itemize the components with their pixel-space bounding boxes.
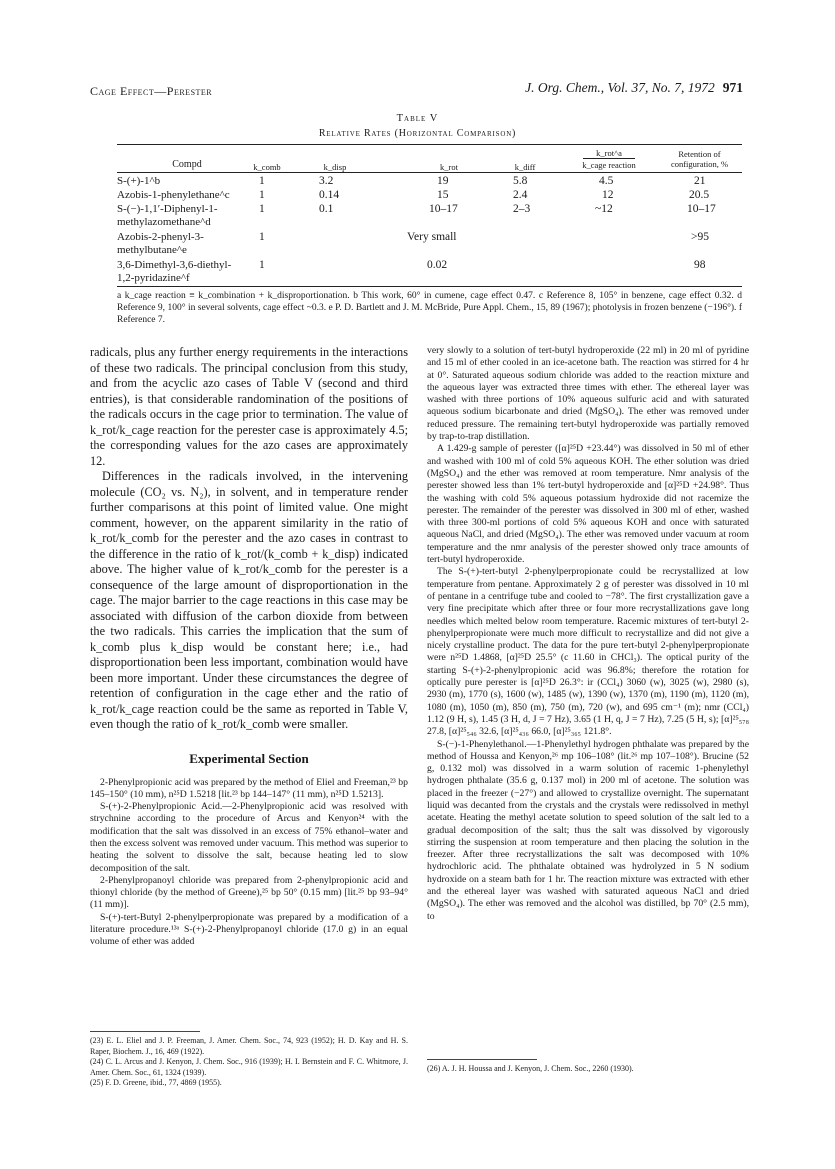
experimental-paragraph: very slowly to a solution of tert-butyl hydroperoxide (22 ml) in 20 ml of pyridine and 15 ml of ether cooled in an ice-acetone bath. The reaction was stirred for 4 hr at 0°. Saturated aqueous sodium chloride was added to the reaction mixture and the aqueous layer was extracted three times with ether. The ethereal layer was washed with three portions of 10% aqueous sulfuric acid and with saturated aqueous sodium bicarbonate and dried (MgSO₄). The ether was removed under reduced pressure. The remaining tert-butyl hydroperoxide was partially removed by trap-to-trap distillation.: [427, 345, 749, 443]
row-retention: 98: [694, 259, 706, 271]
running-title: Cage Effect—Perester: [90, 84, 213, 98]
row-kcomb: 1: [259, 175, 265, 187]
row-krot: 0.02: [427, 259, 448, 271]
table-top-rule: [117, 144, 742, 145]
col-header-kcomb: k_comb: [253, 162, 281, 172]
reference-item: (26) A. J. H. Houssa and J. Kenyon, J. Chem. Soc., 2260 (1930).: [427, 1064, 634, 1073]
references-left: [90, 1036, 408, 1089]
row-kcomb: 1: [259, 231, 265, 243]
experimental-paragraph: S-(−)-1-Phenylethanol.—1-Phenylethyl hydrogen phthalate was prepared by the method of Houssa and Kenyon,²⁶ mp 106–108° (lit.²⁶ mp 107–108°). Brucine (52 g, 0.132 mol) was dissolved in a warm solution of racemic 1-phenylethyl hydrogen phthalate (35.6 g, 0.137 mol) in 200 ml of acetone. The solution was placed in the freezer (−27°) and allowed to crystallize overnight. The supernatant liquid was decanted from the crystals and the crystals were redissolved in methyl acetate. Heating the methyl acetate solution to speed solution of the salt led to a gradual decomposition of the salt; thus the salt was dissolved by vigorously stirring the suspension at room temperature and then placing the solution in the freezer. After three recrystallizations the salt was decomposed with 10% hydrochloric acid. The phthalate obtained was hydrolyzed in 5 N sodium hydroxide on a steam bath for 1 hr. The reaction mixture was extracted with ether and the ethereal layer was washed with saturated aqueous NaCl and dried (MgSO₄). The ether was removed and the alcohol was distilled, bp 70° (2.5 mm), to: [427, 738, 749, 922]
table-footnote: a k_cage reaction ≡ k_combination + k_disproportionation. b This work, 60° in cumene, cage effect 0.47. c Reference 8, 105° in benzene, cage effect 0.32. d Reference 9, 100° in several solvents, cage effect ~0.3. e P. D. Bartlett and J. M. McBride, Pure Appl. Chem., 15, 89 (1967); photolysis in frozen benzene (−196°). f Reference 7.: [117, 291, 742, 325]
row-retention: 10–17: [687, 203, 716, 215]
col-header-compd: Compd: [172, 159, 202, 170]
references-rule-right: [427, 1059, 537, 1060]
row-retention: 21: [694, 175, 706, 187]
col-header-retention: Retention of configuration, %: [670, 149, 729, 169]
row-ratio: 12: [602, 189, 614, 201]
table-bottom-rule: [117, 286, 742, 287]
reference-item: (25) F. D. Greene, ibid., 77, 4869 (1955).: [90, 1078, 222, 1087]
row-krot: 15: [437, 189, 449, 201]
references-right: [427, 1064, 749, 1075]
row-retention: >95: [691, 231, 709, 243]
col-header-krot: k_rot: [440, 162, 458, 172]
experimental-paragraph: S-(+)-2-Phenylpropionic Acid.—2-Phenylpropionic acid was resolved with strychnine according to the procedure of Arcus and Kenyon²⁴ with the modification that the salt was dissolved in an excess of 75% ethanol–water and then the excess solvent was removed under vacuum. This method was superior to heating the solvent to dissolve the salt, because heating led to slow decomposition of the salt.: [90, 801, 408, 874]
row-krot: 10–17: [429, 203, 458, 215]
row-krot: 19: [437, 175, 449, 187]
experimental-paragraph: S-(+)-tert-Butyl 2-phenylperpropionate was prepared by a modification of a literature procedure.¹³ᵃ S-(+)-2-Phenylpropanoyl chloride (17.0 g) in an equal volume of ether was added: [90, 911, 408, 948]
row-retention: 20.5: [689, 189, 710, 201]
row-compd: 3,6-Dimethyl-3,6-diethyl-1,2-pyridazine^f: [117, 259, 232, 284]
experimental-paragraph: 2-Phenylpropanoyl chloride was prepared from 2-phenylpropionic acid and thionyl chloride (by the method of Greene),²⁵ bp 50° (0.15 mm) [lit.²⁵ bp 93–94° (11 mm)].: [90, 874, 408, 911]
col-header-kdisp: k_disp: [323, 162, 347, 172]
row-compd: S-(−)-1,1′-Diphenyl-1-methylazomethane^d: [117, 203, 218, 228]
col-header-ratio-bottom: k_cage reaction: [582, 160, 636, 170]
row-kcomb: 1: [259, 203, 265, 215]
left-column: [90, 345, 408, 949]
journal-name: J. Org. Chem., Vol. 37, No. 7, 1972: [525, 80, 715, 95]
row-kdisp: 3.2: [319, 175, 334, 187]
reference-item: (23) E. L. Eliel and J. P. Freeman, J. Amer. Chem. Soc., 74, 923 (1952); H. D. Kay and H. S. Raper, Biochem. J., 16, 469 (1922).: [90, 1036, 408, 1056]
row-ratio: ~12: [595, 203, 613, 215]
table-title: Table V: [396, 113, 439, 124]
row-compd: Azobis-1-phenylethane^c: [117, 189, 230, 201]
row-kdisp: 0.14: [319, 189, 340, 201]
col-header-kdiff: k_diff: [514, 162, 536, 172]
body-paragraph: Differences in the radicals involved, in the intervening molecule (CO₂ vs. N₂), in solvent, and in temperature render further comparisons at this point of limited value. One might comment, however, on the apparent similarity in the ratio of k_rot/k_comb for the perester and the azo cases in contrast to the difference in the ratio of k_rot/(k_comb + k_disp) indicated above. The higher value of k_rot/k_comb for the perester is a consequence of the large amount of disproportionation in the cage. The major barrier to the cage reactions in this case may be associated with diffusion of the carbon dioxide from between the two radicals. This carries the implication that the sum of k_comb plus k_disp would be constant here; i.e., had disproportionation been less important, combination would have been more important. Under these circumstances the degree of retention of configuration in the cage ether and the ratio of k_rot/k_cage reaction could be the same as reported in Table V, even though the ratio of k_rot/k_comb were smaller.: [90, 469, 408, 731]
row-compd: S-(+)-1^b: [117, 175, 161, 187]
row-kcomb: 1: [259, 189, 265, 201]
page-number: 971: [722, 80, 743, 95]
right-column: [427, 345, 749, 923]
journal-citation: [525, 80, 743, 96]
reference-item: (24) C. L. Arcus and J. Kenyon, J. Chem. Soc., 916 (1939); H. I. Bernstein and F. C. Whitmore, J. Amer. Chem. Soc., 61, 1324 (1939).: [90, 1057, 408, 1077]
page-header: [90, 80, 743, 102]
row-kdiff: 2–3: [513, 203, 531, 215]
experimental-paragraph: The S-(+)-tert-butyl 2-phenylperpropionate could be recrystallized at low temperature from pentane. Approximately 2 g of perester was dissolved in 10 ml of pentane in a centrifuge tube and cooled to −78°. The first crystallization gave a very fine precipitate which after three or four more recrystallizations gave long needles which melted below room temperature. Racemic mixtures of tert-butyl 2-phenylperpropionate were much more difficult to recrystallize and did not give a nicely crystalline product. The data for the pure tert-butyl 2-phenylperpropionate were n²⁵D 1.4868, [α]²⁵D 25.5° (c 11.60 in CHCl₃). The optical purity of the starting S-(+)-2-phenylpropionic acid was 96.8%; therefore the rotation for optically pure perester is [α]²⁵D 26.3°: ir (CCl₄) 3060 (w), 3025 (w), 2980 (s), 2930 (m), 1770 (s), 1600 (w), 1485 (w), 1390 (w), 1370 (m), 1190 (m), 1120 (m), 1080 (m), 1050 (m), 850 (m), 750 (m), 720 (w), and 695 cm⁻¹ (m); nmr (CCl₄) 1.12 (9 H, s), 1.45 (3 H, d, J = 7 Hz), 3.65 (1 H, q, J = 7 Hz), 7.25 (5 H, s); [α]²⁵₅₇₈ 27.8, [α]²⁵₅₄₆ 32.6, [α]²⁵₄₃₆ 66.0, [α]²⁵₃₆₅ 121.8°.: [427, 566, 749, 738]
section-heading: Experimental Section: [189, 750, 309, 766]
experimental-paragraph: A 1.429-g sample of perester ([α]²⁵D +23.44°) was dissolved in 50 ml of ether and washed with 100 ml of cold 5% aqueous KOH. The ether solution was dried (MgSO₄) and the ether was removed at room temperature. Nmr analysis of the perester showed less than 1% tert-butyl hydroperoxide and [α]²⁵D +24.98°. Thus the washing with cold 5% aqueous potassium hydroxide did not racemize the perester. The remainder of the perester was dissolved in 300 ml of ether, washed with three 300-ml portions of cold 5% aqueous KOH and once with saturated aqueous NaCl, and dried (MgSO₄). The ether was removed under vacuum at room temperature and the nmr analysis of the perester showed only trace amounts of tert-butyl hydroperoxide.: [427, 443, 749, 566]
row-kdiff: 5.8: [513, 175, 528, 187]
body-paragraph: radicals, plus any further energy requirements in the interactions of these two radicals. The principal conclusion from this study, and from the acyclic azo cases of Table V (second and third entries), is that considerable randomination of the positions of the radicals occurs in the cage prior to termination. The value of k_rot/k_cage reaction for the perester case is approximately 4.5; the corresponding values for the azo cases are approximately 12.: [90, 345, 408, 468]
row-kdisp: 0.1: [319, 203, 334, 215]
row-ratio: 4.5: [599, 175, 614, 187]
ratio-fraction-bar: [583, 158, 635, 159]
row-compd: Azobis-2-phenyl-3-methylbutane^e: [117, 231, 204, 256]
col-header-ratio-top: k_rot^a: [596, 148, 622, 158]
row-kcomb: 1: [259, 259, 265, 271]
table-header-rule: [117, 172, 742, 173]
references-rule-left: [90, 1031, 200, 1032]
row-krot: Very small: [407, 231, 457, 243]
table-caption: Relative Rates (Horizontal Comparison): [318, 128, 517, 139]
row-kdiff: 2.4: [513, 189, 528, 201]
experimental-paragraph: 2-Phenylpropionic acid was prepared by the method of Eliel and Freeman,²³ bp 145–150° (10 mm), n²⁵D 1.5218 [lit.²³ bp 144–147° (11 mm), n²⁵D 1.5213].: [90, 776, 408, 800]
